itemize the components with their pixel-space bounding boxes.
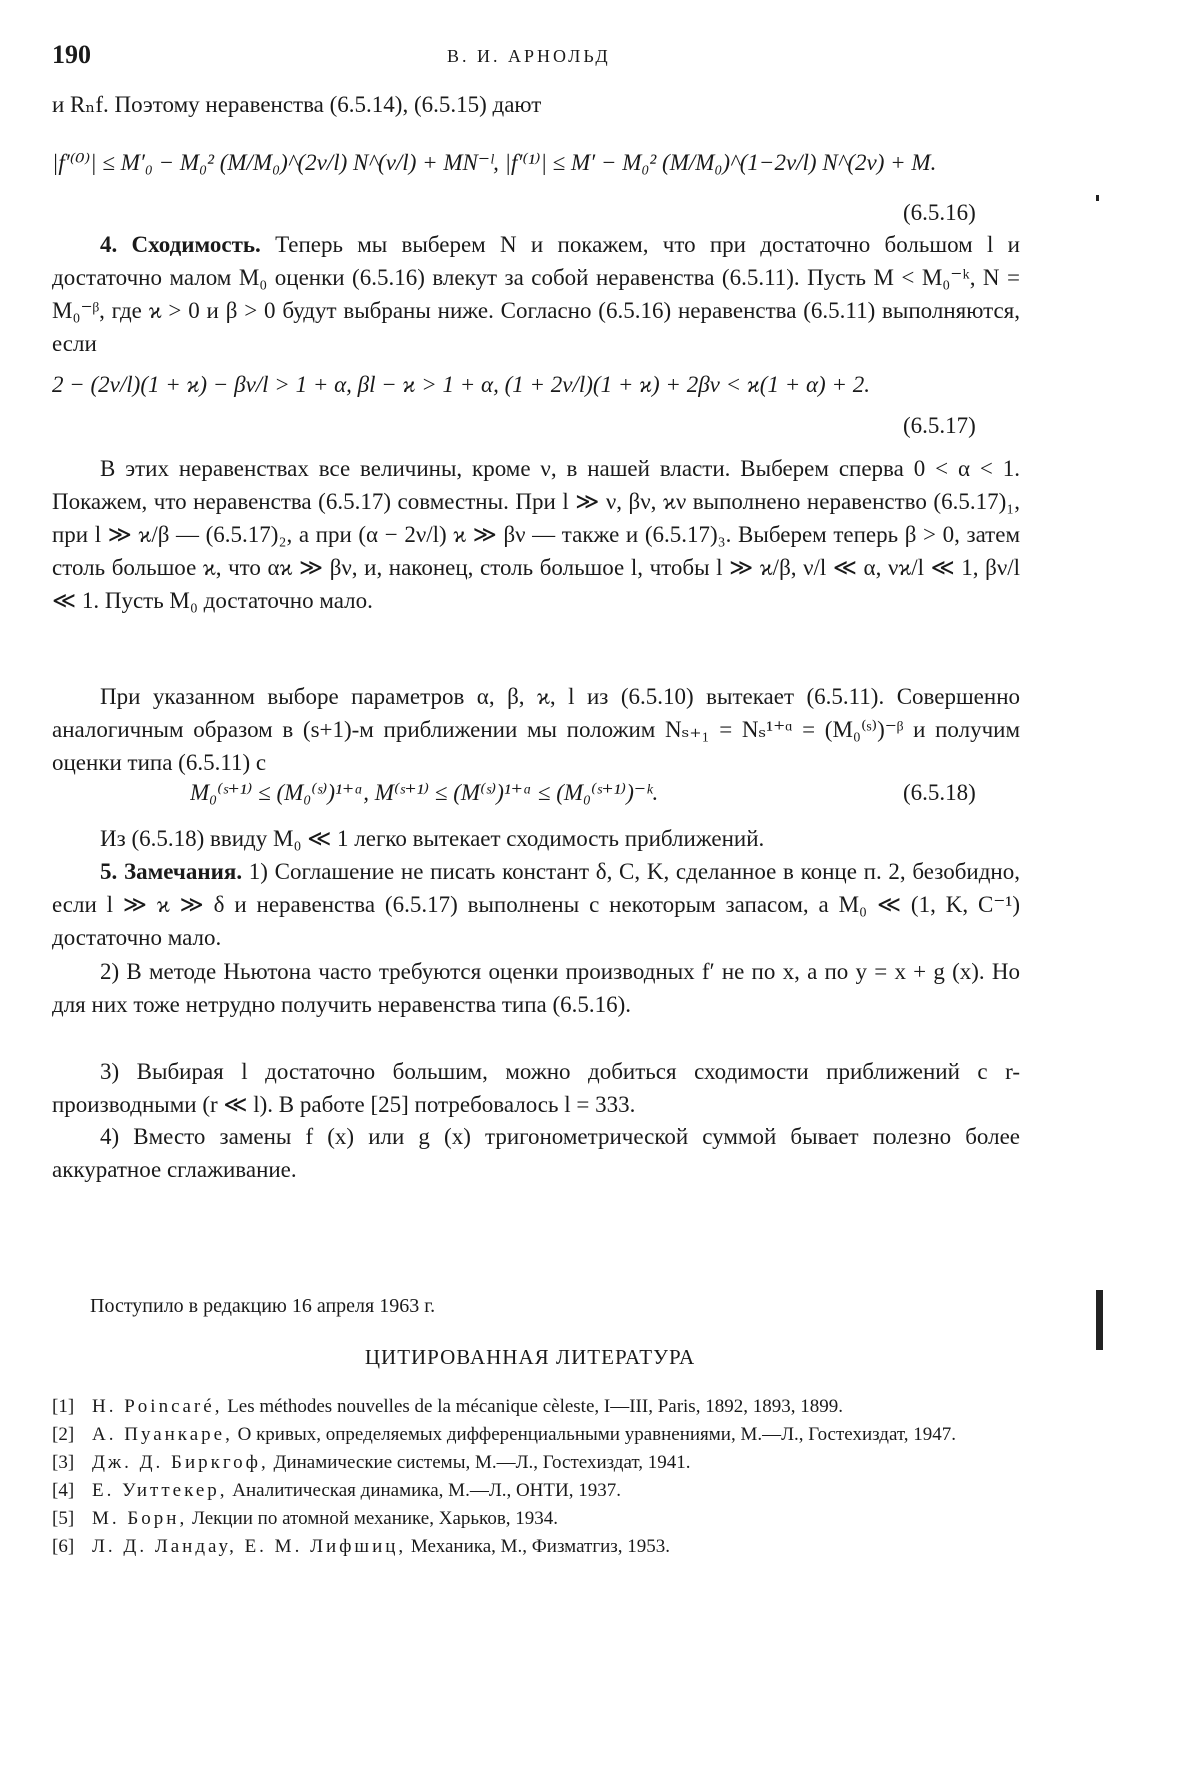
reference-author: H. Poincaré, bbox=[92, 1396, 223, 1417]
references-list bbox=[52, 1393, 1020, 1561]
remark-3: 3) Выбирая l достаточно большим, можно добиться сходимости приближений с r-производными (r ≪ l). В работе [25] потребовалось l = 333. bbox=[52, 1059, 1020, 1117]
heading-remarks: 5. Замечания. bbox=[100, 859, 243, 884]
equation-6-5-17: 2 − (2ν/l)(1 + ϰ) − βν/l > 1 + α, βl − ϰ > 1 + α, (1 + 2ν/l)(1 + ϰ) + 2βν < ϰ(1 + α) + 2. bbox=[52, 372, 870, 397]
paragraph-parameters: При указанном выборе параметров α, β, ϰ, l из (6.5.10) вытекает (6.5.11). Совершенно аналогичным образом в (s+1)-м приближении мы положим Nₛ₊₁ = Nₛ¹⁺ᵅ = (M₀⁽ˢ⁾)⁻ᵝ и получим оценки типа (6.5.11) с bbox=[52, 684, 1020, 775]
reference-author: А. Пуанкаре, bbox=[92, 1424, 233, 1445]
scan-mark bbox=[1096, 195, 1099, 201]
paragraph-choice: В этих неравенствах все величины, кроме ν, в нашей власти. Выберем сперва 0 < α < 1. Покажем, что неравенства (6.5.17) совместны. При l ≫ ν, βν, ϰν выполнено неравенство (6.5.17)₁, при l ≫ ϰ/β — (6.5.17)₂, а при (α − 2ν/l) ϰ ≫ βν — также и (6.5.17)₃. Выберем теперь β > 0, затем столь большое ϰ, что αϰ ≫ βν, и, наконец, столь большое l, чтобы l ≫ ϰ/β, ν/l ≪ α, νϰ/l ≪ 1, βν/l ≪ 1. Пусть M₀ достаточно мало. bbox=[52, 456, 1020, 613]
reference-author: М. Борн, bbox=[92, 1508, 188, 1529]
reference-item bbox=[52, 1393, 1020, 1421]
reference-item bbox=[52, 1533, 1020, 1561]
page-header bbox=[52, 40, 1022, 80]
reference-author: Дж. Д. Биркгоф, bbox=[92, 1452, 269, 1473]
reference-item bbox=[52, 1421, 1020, 1449]
reference-number: [6] bbox=[52, 1536, 75, 1557]
equation-6-5-16: |f′⁽⁰⁾| ≤ M′₀ − M₀² (M/M₀)^(2ν/l) N^(ν/l) + MN⁻ˡ, |f′⁽¹⁾| ≤ M′ − M₀² (M/M₀)^(1−2ν/l) N^(2ν) + M. bbox=[52, 150, 937, 175]
scan-mark bbox=[1096, 1290, 1103, 1350]
paragraph-convergence-result: Из (6.5.18) ввиду M₀ ≪ 1 легко вытекает сходимость приближений. bbox=[100, 826, 765, 851]
received-date: Поступило в редакцию 16 апреля 1963 г. bbox=[90, 1295, 436, 1317]
remark-1: 1) Соглашение не писать констант δ, C, K, сделанное в конце п. 2, безобидно, если l ≫ ϰ ≫ δ и неравенства (6.5.17) выполнены с некоторым запасом, а M₀ ≪ (1, K, C⁻¹) достаточно мало. bbox=[52, 859, 1020, 950]
equation-number-17: (6.5.17) bbox=[903, 413, 976, 438]
reference-number: [3] bbox=[52, 1452, 75, 1473]
reference-item bbox=[52, 1449, 1020, 1477]
reference-number: [5] bbox=[52, 1508, 75, 1529]
reference-number: [2] bbox=[52, 1424, 75, 1445]
paragraph-intro: и Rₙf. Поэтому неравенства (6.5.14), (6.5.15) дают bbox=[52, 92, 542, 117]
reference-text: О кривых, определяемых дифференциальными уравнениями, М.—Л., Гостехиздат, 1947. bbox=[237, 1424, 957, 1445]
reference-text: Механика, М., Физматгиз, 1953. bbox=[410, 1536, 671, 1557]
remark-2: 2) В методе Ньютона часто требуются оценки производных f′ не по x, а по y = x + g (x). Но для них тоже нетрудно получить неравенства типа (6.5.16). bbox=[52, 959, 1020, 1017]
reference-number: [4] bbox=[52, 1480, 75, 1501]
paragraph-remarks bbox=[52, 855, 1020, 954]
reference-item bbox=[52, 1477, 1020, 1505]
reference-text: Аналитическая динамика, М.—Л., ОНТИ, 1937. bbox=[232, 1480, 621, 1501]
reference-text: Динамические системы, М.—Л., Гостехиздат, 1941. bbox=[273, 1452, 691, 1473]
reference-text: Les méthodes nouvelles de la mécanique cèleste, I—III, Paris, 1892, 1893, 1899. bbox=[227, 1396, 843, 1417]
reference-author: Л. Д. Ландау, Е. М. Лифшиц, bbox=[92, 1536, 407, 1557]
reference-text: Лекции по атомной механике, Харьков, 1934. bbox=[191, 1508, 559, 1529]
equation-number-18: (6.5.18) bbox=[903, 780, 976, 805]
running-title: В. И. АРНОЛЬД bbox=[447, 46, 611, 66]
heading-convergence: 4. Сходимость. bbox=[100, 232, 261, 257]
reference-number: [1] bbox=[52, 1396, 75, 1417]
references-title: ЦИТИРОВАННАЯ ЛИТЕРАТУРА bbox=[364, 1345, 696, 1369]
equation-number-16: (6.5.16) bbox=[903, 200, 976, 225]
page-number: 190 bbox=[52, 40, 91, 69]
remark-4: 4) Вместо замены f (x) или g (x) тригонометрической суммой бывает полезно более аккуратное сглаживание. bbox=[52, 1124, 1020, 1182]
reference-item bbox=[52, 1505, 1020, 1533]
paragraph-convergence bbox=[52, 228, 1020, 360]
equation-6-5-18: M₀⁽ˢ⁺¹⁾ ≤ (M₀⁽ˢ⁾)¹⁺ᵅ, M⁽ˢ⁺¹⁾ ≤ (M⁽ˢ⁾)¹⁺ᵅ ≤ (M₀⁽ˢ⁺¹⁾)⁻ᵏ. bbox=[190, 780, 659, 805]
reference-author: Е. Уиттекер, bbox=[92, 1480, 228, 1501]
paragraph-convergence-text: Теперь мы выберем N и покажем, что при достаточно большом l и достаточно малом M₀ оценки (6.5.16) влекут за собой неравенства (6.5.11). Пусть M < M₀⁻ᵏ, N = M₀⁻ᵝ, где ϰ > 0 и β > 0 будут выбраны ниже. Согласно (6.5.16) неравенства (6.5.11) выполняются, если bbox=[52, 232, 1020, 356]
